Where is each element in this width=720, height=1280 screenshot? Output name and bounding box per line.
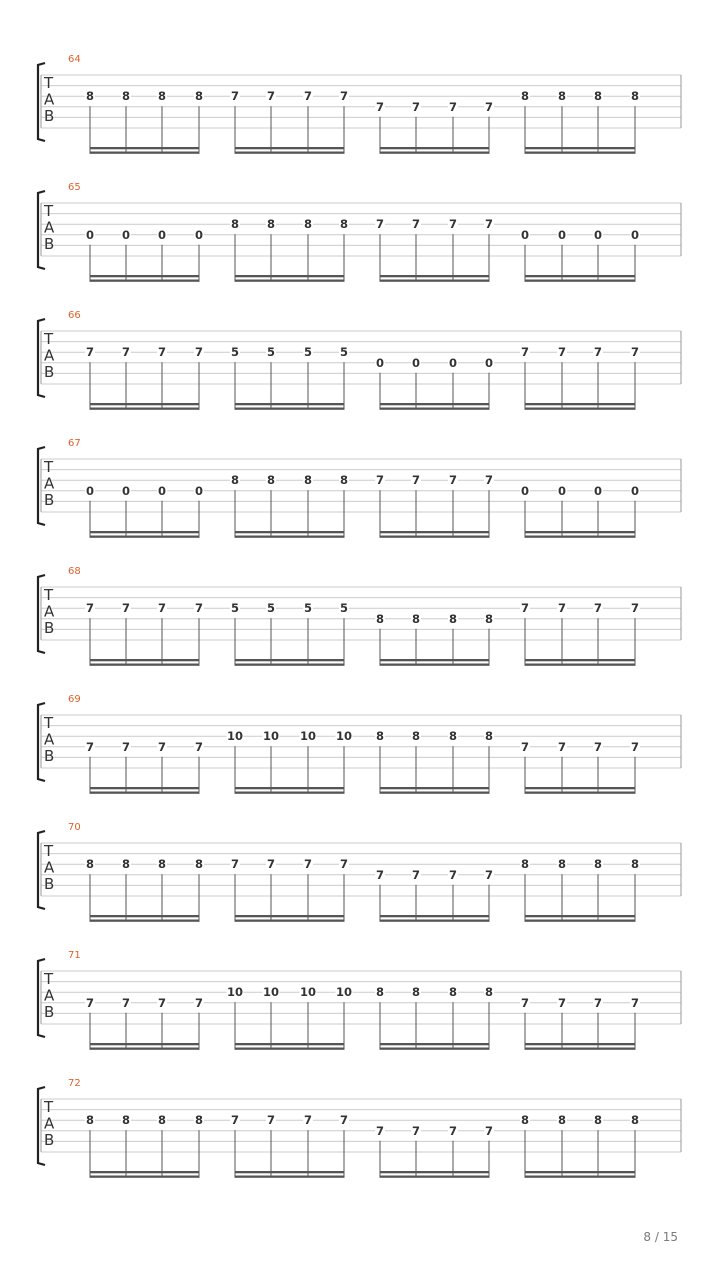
bar-number: 72 [68,1078,81,1089]
fret-number: 10 [299,985,317,1000]
note-beam [380,664,490,666]
fret-number: 8 [411,729,421,744]
tab-clef-letter: A [44,858,55,877]
fret-number: 8 [303,217,313,232]
fret-number: 8 [157,857,167,872]
note-beam [380,920,490,922]
fret-number: 8 [520,89,530,104]
note-beam [380,275,490,277]
note-beam [380,536,490,538]
tab-clef-letter: A [44,986,55,1005]
fret-number: 7 [375,867,385,882]
fret-number: 7 [630,739,640,754]
note-beam [235,275,345,277]
note-beam [90,275,200,277]
fret-number: 8 [339,473,349,488]
fret-number: 7 [411,867,421,882]
fret-number: 8 [230,217,240,232]
fret-number: 7 [85,345,95,360]
note-beam [380,408,490,410]
tab-system [38,438,681,538]
fret-number: 8 [157,89,167,104]
fret-number: 7 [121,601,131,616]
fret-number: 0 [520,227,530,242]
fret-number: 7 [339,857,349,872]
bar-number: 71 [68,950,81,961]
note-beam [525,659,636,661]
note-beam [235,1176,345,1178]
note-beam [380,531,490,533]
note-beam [525,152,636,154]
fret-number: 8 [448,611,458,626]
note-beam [380,787,490,789]
fret-number: 7 [375,473,385,488]
fret-number: 10 [335,729,353,744]
fret-number: 7 [303,1113,313,1128]
tab-clef-letter: A [44,474,55,493]
fret-number: 8 [630,1113,640,1128]
fret-number: 8 [121,89,131,104]
note-beam [525,1176,636,1178]
fret-number: 5 [303,345,313,360]
fret-number: 7 [339,89,349,104]
fret-number: 0 [557,227,567,242]
fret-number: 8 [557,1113,567,1128]
fret-number: 7 [520,345,530,360]
note-beam [525,787,636,789]
fret-number: 5 [303,601,313,616]
fret-number: 0 [121,483,131,498]
fret-number: 7 [339,1113,349,1128]
fret-number: 8 [157,1113,167,1128]
fret-number: 7 [630,601,640,616]
fret-number: 7 [448,99,458,114]
fret-number: 0 [375,355,385,370]
page-number: 8 / 15 [643,1230,678,1244]
fret-number: 7 [266,857,276,872]
fret-number: 7 [557,601,567,616]
note-beam [235,1171,345,1173]
tab-system [38,310,681,410]
note-beam [525,920,636,922]
fret-number: 7 [411,1123,421,1138]
fret-number: 0 [85,227,95,242]
fret-number: 0 [593,483,603,498]
tab-clef-letter: B [44,107,55,125]
note-beam [90,147,200,149]
fret-number: 7 [230,857,240,872]
bar-number: 66 [68,310,81,321]
fret-number: 7 [411,217,421,232]
tab-clef-letter: T [44,586,54,604]
fret-number: 5 [339,601,349,616]
fret-number: 7 [375,217,385,232]
fret-number: 7 [230,1113,240,1128]
fret-number: 7 [85,739,95,754]
fret-number: 8 [630,857,640,872]
note-beam [90,280,200,282]
note-beam [235,787,345,789]
note-beam [380,1043,490,1045]
note-beam [90,536,200,538]
note-beam [90,152,200,154]
fret-number: 7 [303,857,313,872]
fret-number: 8 [557,857,567,872]
fret-number: 5 [230,601,240,616]
fret-number: 7 [593,995,603,1010]
fret-number: 7 [85,601,95,616]
fret-number: 8 [557,89,567,104]
bar-number: 68 [68,566,81,577]
fret-number: 0 [484,355,494,370]
fret-number: 8 [448,985,458,1000]
fret-number: 8 [484,729,494,744]
tab-clef-letter: T [44,970,54,988]
note-beam [380,659,490,661]
fret-number: 8 [411,985,421,1000]
fret-number: 7 [593,739,603,754]
note-beam [525,147,636,149]
bar-number: 69 [68,694,81,705]
fret-number: 5 [266,601,276,616]
fret-number: 8 [520,1113,530,1128]
fret-number: 7 [448,473,458,488]
tab-clef-letter: B [44,363,55,381]
bar-number: 70 [68,822,81,833]
bar-number: 67 [68,438,81,449]
note-beam [525,275,636,277]
note-beam [235,408,345,410]
fret-number: 10 [335,985,353,1000]
tab-system [38,950,681,1050]
note-beam [90,403,200,405]
tab-system [38,1078,681,1178]
note-beam [525,403,636,405]
fret-number: 5 [266,345,276,360]
note-beam [235,1048,345,1050]
tab-clef-letter: B [44,491,55,509]
note-beam [525,664,636,666]
fret-number: 7 [121,345,131,360]
bar-number: 65 [68,182,81,193]
fret-number: 5 [230,345,240,360]
note-beam [380,1048,490,1050]
fret-number: 0 [194,227,204,242]
tab-clef-letter: B [44,235,55,253]
fret-number: 7 [484,217,494,232]
note-beam [90,1043,200,1045]
tab-clef-letter: A [44,218,55,237]
fret-number: 10 [299,729,317,744]
fret-number: 7 [194,739,204,754]
fret-number: 7 [448,867,458,882]
tab-clef-letter: T [44,1098,54,1116]
fret-number: 7 [557,739,567,754]
note-beam [235,403,345,405]
tab-clef-letter: T [44,74,54,92]
fret-number: 7 [266,1113,276,1128]
fret-number: 8 [593,89,603,104]
note-beam [90,1176,200,1178]
note-beam [235,1043,345,1045]
tab-clef-letter: B [44,619,55,637]
fret-number: 10 [226,985,244,1000]
fret-number: 7 [484,473,494,488]
note-beam [525,408,636,410]
fret-number: 8 [375,611,385,626]
fret-number: 7 [375,99,385,114]
note-beam [235,915,345,917]
fret-number: 0 [520,483,530,498]
note-beam [380,1176,490,1178]
fret-number: 8 [194,89,204,104]
fret-number: 10 [262,729,280,744]
fret-number: 7 [557,345,567,360]
note-beam [235,659,345,661]
fret-number: 0 [411,355,421,370]
note-beam [380,915,490,917]
fret-number: 7 [411,473,421,488]
fret-number: 8 [121,857,131,872]
fret-number: 8 [411,611,421,626]
fret-number: 7 [484,1123,494,1138]
tab-clef-letter: T [44,330,54,348]
note-beam [90,408,200,410]
note-beam [90,1048,200,1050]
tab-system [38,54,681,154]
tab-clef-letter: A [44,730,55,749]
fret-number: 7 [593,601,603,616]
fret-number: 8 [375,985,385,1000]
tab-system [38,694,681,794]
note-beam [235,152,345,154]
note-beam [380,792,490,794]
note-beam [235,792,345,794]
fret-number: 8 [85,1113,95,1128]
fret-number: 0 [557,483,567,498]
note-beam [525,280,636,282]
fret-number: 7 [448,1123,458,1138]
fret-number: 7 [303,89,313,104]
fret-number: 0 [85,483,95,498]
fret-number: 0 [157,483,167,498]
tab-system [38,182,681,282]
note-beam [90,1171,200,1173]
note-beam [235,920,345,922]
fret-number: 7 [448,217,458,232]
note-beam [380,403,490,405]
note-beam [525,1043,636,1045]
tab-clef-letter: B [44,747,55,765]
tab-clef-letter: B [44,875,55,893]
tab-system [38,822,681,922]
note-beam [525,1171,636,1173]
fret-number: 8 [593,1113,603,1128]
fret-number: 8 [339,217,349,232]
fret-number: 7 [593,345,603,360]
note-beam [90,792,200,794]
fret-number: 7 [375,1123,385,1138]
tab-clef-letter: T [44,458,54,476]
fret-number: 8 [448,729,458,744]
tab-clef-letter: A [44,90,55,109]
note-beam [90,531,200,533]
tab-clef-letter: T [44,202,54,220]
fret-number: 8 [85,89,95,104]
note-beam [235,531,345,533]
note-beam [90,915,200,917]
fret-number: 7 [121,739,131,754]
fret-number: 7 [157,345,167,360]
fret-number: 7 [194,601,204,616]
bar-number: 64 [68,54,81,65]
fret-number: 0 [121,227,131,242]
fret-number: 8 [630,89,640,104]
note-beam [90,664,200,666]
note-beam [380,1171,490,1173]
tab-clef-letter: T [44,842,54,860]
fret-number: 7 [266,89,276,104]
fret-number: 5 [339,345,349,360]
tab-clef-letter: A [44,346,55,365]
note-beam [235,536,345,538]
fret-number: 0 [157,227,167,242]
note-beam [235,147,345,149]
fret-number: 7 [157,601,167,616]
fret-number: 7 [157,739,167,754]
fret-number: 8 [593,857,603,872]
fret-number: 8 [266,217,276,232]
note-beam [525,536,636,538]
fret-number: 7 [85,995,95,1010]
fret-number: 7 [230,89,240,104]
fret-number: 7 [520,995,530,1010]
fret-number: 0 [593,227,603,242]
fret-number: 8 [230,473,240,488]
fret-number: 7 [484,867,494,882]
tab-clef-letter: B [44,1003,55,1021]
fret-number: 8 [121,1113,131,1128]
fret-number: 0 [448,355,458,370]
fret-number: 7 [630,345,640,360]
note-beam [380,280,490,282]
fret-number: 7 [520,601,530,616]
note-beam [380,147,490,149]
fret-number: 0 [194,483,204,498]
fret-number: 8 [266,473,276,488]
note-beam [525,531,636,533]
fret-number: 8 [85,857,95,872]
fret-number: 8 [194,1113,204,1128]
fret-number: 7 [630,995,640,1010]
note-beam [525,792,636,794]
tab-clef-letter: A [44,1114,55,1133]
fret-number: 7 [121,995,131,1010]
note-beam [90,787,200,789]
fret-number: 7 [557,995,567,1010]
tab-clef-letter: B [44,1131,55,1149]
fret-number: 7 [194,345,204,360]
fret-number: 0 [630,483,640,498]
fret-number: 7 [194,995,204,1010]
fret-number: 8 [520,857,530,872]
fret-number: 7 [157,995,167,1010]
note-beam [525,915,636,917]
note-beam [525,1048,636,1050]
fret-number: 7 [484,99,494,114]
tab-system [38,566,681,666]
fret-number: 10 [262,985,280,1000]
fret-number: 8 [484,611,494,626]
fret-number: 7 [411,99,421,114]
note-beam [235,664,345,666]
note-beam [380,152,490,154]
fret-number: 8 [484,985,494,1000]
note-beam [90,920,200,922]
tab-clef-letter: T [44,714,54,732]
fret-number: 7 [520,739,530,754]
fret-number: 8 [303,473,313,488]
fret-number: 8 [194,857,204,872]
fret-number: 10 [226,729,244,744]
note-beam [90,659,200,661]
tab-clef-letter: A [44,602,55,621]
fret-number: 0 [630,227,640,242]
fret-number: 8 [375,729,385,744]
note-beam [235,280,345,282]
